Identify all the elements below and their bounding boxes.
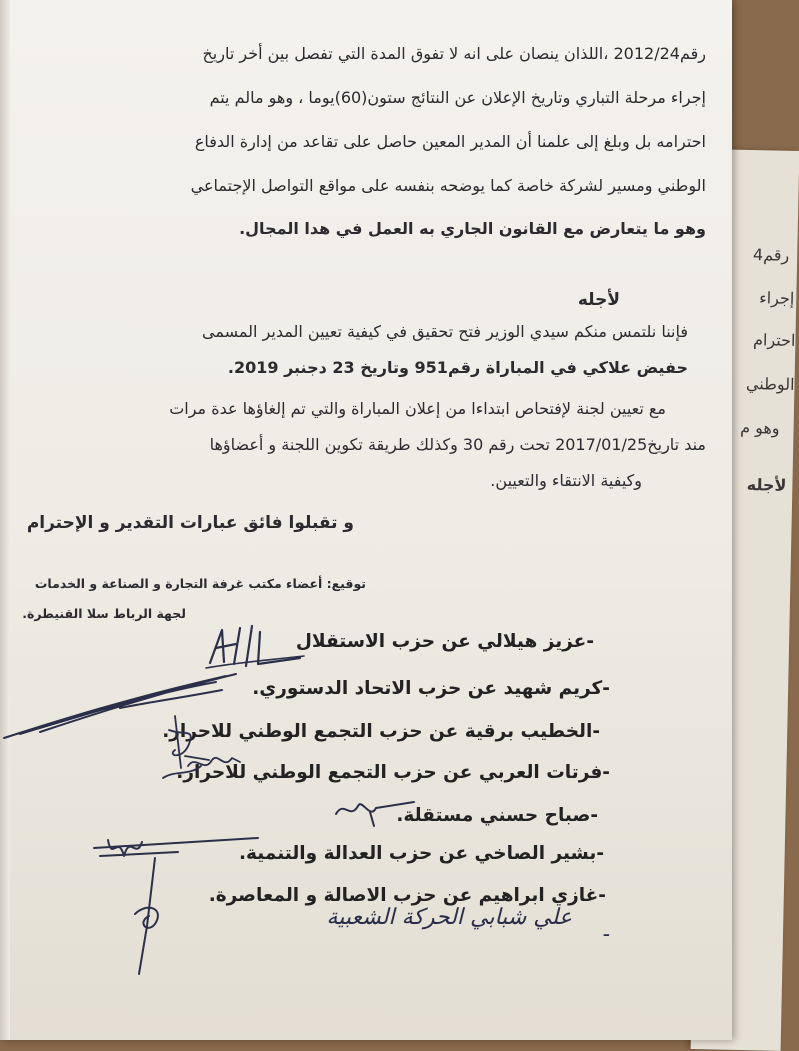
paragraph1-line: وهو ما يتعارض مع القانون الجاري به العمل في هدا المجال. [239, 219, 706, 238]
paragraph1-line: رقم2012/24 ،اللذان ينصان على انه لا تفوق المدة التي تفصل بين أخر تاريخ [202, 44, 706, 63]
signature-scribble [88, 826, 268, 866]
back-page-line: احترام [752, 330, 796, 350]
page-edge [0, 0, 10, 1040]
handwritten-note: علي شبابي الحركة الشعبية [326, 905, 572, 930]
paragraph2-line: مند تاريخ2017/01/25 تحت رقم 30 وكذلك طريقة تكوين اللجنة و أعضاؤها [209, 435, 706, 454]
member-line: -غازي ابراهيم عن حزب الاصالة و المعاصرة. [208, 885, 606, 906]
member-line: -عزيز هيلالي عن حزب الاستقلال [295, 631, 594, 652]
member-line: -بشير الصاخي عن حزب العدالة والتنمية. [239, 843, 604, 864]
signature-scribble [125, 852, 175, 982]
closing-salutation: و تقبلوا فائق عبارات التقدير و الإحترام [26, 513, 354, 533]
paragraph1-line: الوطني ومسير لشركة خاصة كما يوضحه بنفسه على مواقع التواصل الإجتماعي [190, 176, 706, 195]
back-page-line: رقم4 [752, 245, 790, 265]
member-line: -الخطيب برقية عن حزب التجمع الوطني للاحرار. [162, 721, 600, 742]
signature-scribble [330, 790, 420, 830]
signature-scribble [184, 748, 244, 778]
member-line: -كريم شهيد عن حزب الاتحاد الدستوري. [252, 678, 610, 699]
signature-intro: لجهة الرباط سلا القنيطرة. [22, 606, 186, 621]
signature-intro: توقيع: أعضاء مكتب غرفة التجارة و الصناعة و الخدمات [34, 576, 366, 591]
back-page-line: إجراء [758, 288, 795, 308]
paragraph1-line: احترامه بل وبلغ إلى علمنا أن المدير المعين حاصل على تقاعد من إدارة الدفاع [194, 132, 706, 151]
paragraph2-line: فإننا نلتمس منكم سيدي الوزير فتح تحقيق في كيفية تعيين المدير المسمى [202, 322, 688, 341]
back-page-line: وهو م [739, 417, 780, 438]
section-heading: لأجله [577, 290, 620, 310]
member-line: -فرتات العربي عن حزب التجمع الوطني للاحرار. [176, 762, 610, 783]
member-line: -صباح حسني مستقلة. [396, 805, 598, 826]
paragraph1-line: إجراء مرحلة التباري وتاريخ الإعلان عن النتائج ستون(60)يوما ، وهو مالم يتم [209, 88, 706, 107]
paragraph2-line: مع تعيين لجنة لإفتحاص ابتداءا من إعلان المباراة والتي تم إلغاؤها عدة مرات [169, 399, 666, 418]
paragraph2-line: حفيض علاكي في المباراة رقم951 وتاريخ 23 دجنبر 2019. [227, 358, 688, 377]
back-page-line: لأجله [746, 475, 787, 495]
back-page-line: الوطني [745, 373, 795, 394]
paragraph2-line: وكيفية الانتقاء والتعيين. [490, 471, 642, 490]
handwritten-dash: - [602, 922, 610, 947]
